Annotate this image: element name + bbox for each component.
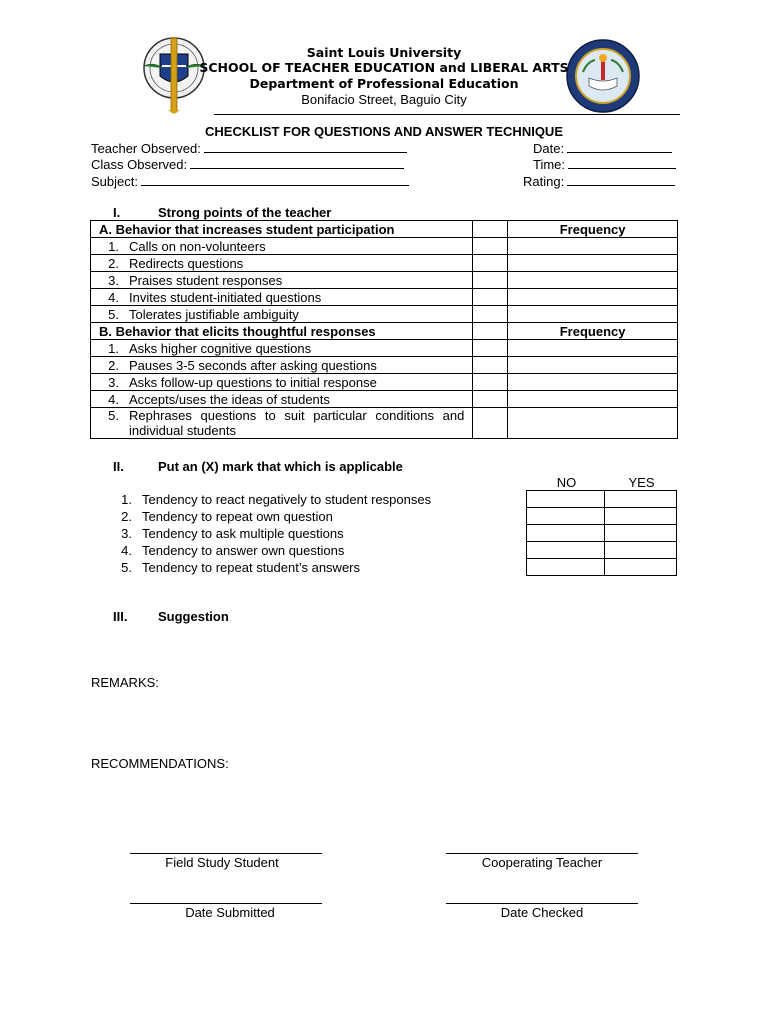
table-row: [91, 238, 678, 255]
signature-line: [130, 853, 322, 854]
item-number: 5.: [108, 306, 119, 322]
group-a-header-row: [91, 221, 678, 238]
item-text: Tendency to repeat student’s answers: [142, 560, 361, 575]
rating-label: Rating:: [523, 174, 565, 189]
table-row: [527, 525, 677, 542]
yes-cell[interactable]: [605, 508, 677, 525]
recommendations-label: RECOMMENDATIONS:: [91, 756, 229, 771]
item-number: 5.: [121, 560, 132, 575]
teacher-observed-label: Teacher Observed:: [91, 141, 201, 156]
frequency-cell[interactable]: [508, 306, 678, 323]
subject-field[interactable]: [91, 173, 409, 189]
check-cell[interactable]: [473, 357, 508, 374]
item-text: Invites student-initiated questions: [129, 289, 322, 305]
check-cell[interactable]: [473, 408, 508, 439]
no-cell[interactable]: [527, 525, 605, 542]
item-text: Praises student responses: [129, 272, 283, 288]
frequency-cell[interactable]: [508, 255, 678, 272]
item-text: Tolerates justifiable ambiguity: [129, 306, 299, 322]
group-b-header-row: [91, 323, 678, 340]
table-row: [91, 255, 678, 272]
item-number: 2.: [108, 255, 119, 271]
list-item: [108, 560, 360, 575]
item-text: Tendency to ask multiple questions: [142, 526, 344, 541]
item-number: 3.: [121, 526, 132, 541]
frequency-cell[interactable]: [508, 272, 678, 289]
item-number: 4.: [108, 289, 119, 305]
yes-column-header: YES: [628, 475, 655, 490]
no-column-header: NO: [556, 475, 577, 490]
frequency-cell[interactable]: [508, 238, 678, 255]
section1-numeral: I.: [113, 205, 121, 220]
list-item: [108, 526, 344, 541]
check-cell[interactable]: [473, 340, 508, 357]
section3-numeral: III.: [113, 609, 128, 624]
no-cell[interactable]: [527, 508, 605, 525]
cooperating-teacher-label: Cooperating Teacher: [481, 855, 603, 870]
frequency-cell[interactable]: [508, 289, 678, 306]
item-text: Calls on non-volunteers: [129, 238, 266, 254]
table-row: [91, 272, 678, 289]
check-cell[interactable]: [473, 238, 508, 255]
item-number: 3.: [108, 272, 119, 288]
class-observed-field[interactable]: [91, 156, 404, 172]
table-row: [527, 542, 677, 559]
item-number: 5.: [108, 408, 119, 423]
item-number: 3.: [108, 374, 119, 390]
item-number: 1.: [108, 340, 119, 356]
yes-cell[interactable]: [605, 525, 677, 542]
date-label: Date:: [533, 141, 565, 156]
frequency-cell[interactable]: [508, 408, 678, 439]
check-cell[interactable]: [473, 306, 508, 323]
item-number: 1.: [108, 238, 119, 254]
table-row: [527, 491, 677, 508]
yes-no-table: [526, 490, 677, 576]
item-number: 2.: [108, 357, 119, 373]
table-row: [91, 289, 678, 306]
item-number: 2.: [121, 509, 132, 524]
section3-title: Suggestion: [158, 609, 229, 624]
table-row: [91, 391, 678, 408]
list-item: [108, 492, 431, 507]
item-text: Asks higher cognitive questions: [129, 340, 312, 356]
item-text: Redirects questions: [129, 255, 244, 271]
no-cell[interactable]: [527, 542, 605, 559]
item-text: Accepts/uses the ideas of students: [129, 391, 330, 407]
time-label: Time:: [533, 157, 566, 172]
item-text: Tendency to react negatively to student responses: [142, 492, 432, 507]
form-title: CHECKLIST FOR QUESTIONS AND ANSWER TECHNIQUE: [205, 124, 563, 139]
check-cell[interactable]: [473, 289, 508, 306]
school-name: SCHOOL OF TEACHER EDUCATION and LIBERAL ARTS: [199, 60, 569, 75]
yes-cell[interactable]: [605, 542, 677, 559]
time-field[interactable]: [533, 156, 676, 172]
item-text: Asks follow-up questions to initial response: [129, 374, 377, 390]
yes-cell[interactable]: [605, 559, 677, 576]
list-item: [108, 509, 333, 524]
yes-cell[interactable]: [605, 491, 677, 508]
address: Bonifacio Street, Baguio City: [301, 92, 467, 107]
table-row: [91, 408, 678, 439]
frequency-cell[interactable]: [508, 391, 678, 408]
check-cell[interactable]: [473, 323, 508, 340]
check-cell[interactable]: [473, 221, 508, 238]
frequency-cell[interactable]: [508, 374, 678, 391]
item-text: Tendency to answer own questions: [142, 543, 345, 558]
item-number: 1.: [121, 492, 132, 507]
check-cell[interactable]: [473, 374, 508, 391]
date-checked-label: Date Checked: [500, 905, 584, 920]
check-cell[interactable]: [473, 255, 508, 272]
list-item: [108, 543, 344, 558]
section2-numeral: II.: [113, 459, 124, 474]
rating-field[interactable]: [523, 173, 675, 189]
class-observed-label: Class Observed:: [91, 157, 188, 172]
section1-title: Strong points of the teacher: [158, 205, 332, 220]
no-cell[interactable]: [527, 491, 605, 508]
group-b-title: B. Behavior that elicits thoughtful responses: [91, 323, 473, 340]
table-row: [527, 508, 677, 525]
date-field[interactable]: [533, 140, 672, 156]
item-number: 4.: [121, 543, 132, 558]
field-study-student-label: Field Study Student: [165, 855, 279, 870]
item-text: Pauses 3-5 seconds after asking questions: [129, 357, 377, 373]
item-text: Tendency to repeat own question: [142, 509, 333, 524]
frequency-cell[interactable]: [508, 340, 678, 357]
department-name: Department of Professional Education: [249, 76, 519, 91]
item-number: 4.: [108, 391, 119, 407]
group-b-frequency-header: Frequency: [508, 323, 678, 340]
university-name: Saint Louis University: [306, 45, 462, 60]
table-row: [91, 374, 678, 391]
check-cell[interactable]: [473, 391, 508, 408]
teacher-observed-field[interactable]: [91, 140, 407, 156]
subject-label: Subject:: [91, 174, 138, 189]
signature-line: [446, 903, 638, 904]
item-text: Rephrases questions to suit particular conditions and individual students: [129, 408, 465, 438]
signature-line: [446, 853, 638, 854]
group-a-title: A. Behavior that increases student participation: [91, 221, 473, 238]
table-row: [91, 340, 678, 357]
table-row: [91, 357, 678, 374]
signature-line: [130, 903, 322, 904]
check-cell[interactable]: [473, 272, 508, 289]
group-a-frequency-header: Frequency: [508, 221, 678, 238]
table-row: [91, 306, 678, 323]
no-cell[interactable]: [527, 559, 605, 576]
table-row: [527, 559, 677, 576]
section2-title: Put an (X) mark that which is applicable: [158, 459, 403, 474]
date-submitted-label: Date Submitted: [185, 905, 275, 920]
strong-points-table: [90, 220, 678, 439]
remarks-label: REMARKS:: [91, 675, 159, 690]
header-rule: [214, 114, 680, 115]
frequency-cell[interactable]: [508, 357, 678, 374]
